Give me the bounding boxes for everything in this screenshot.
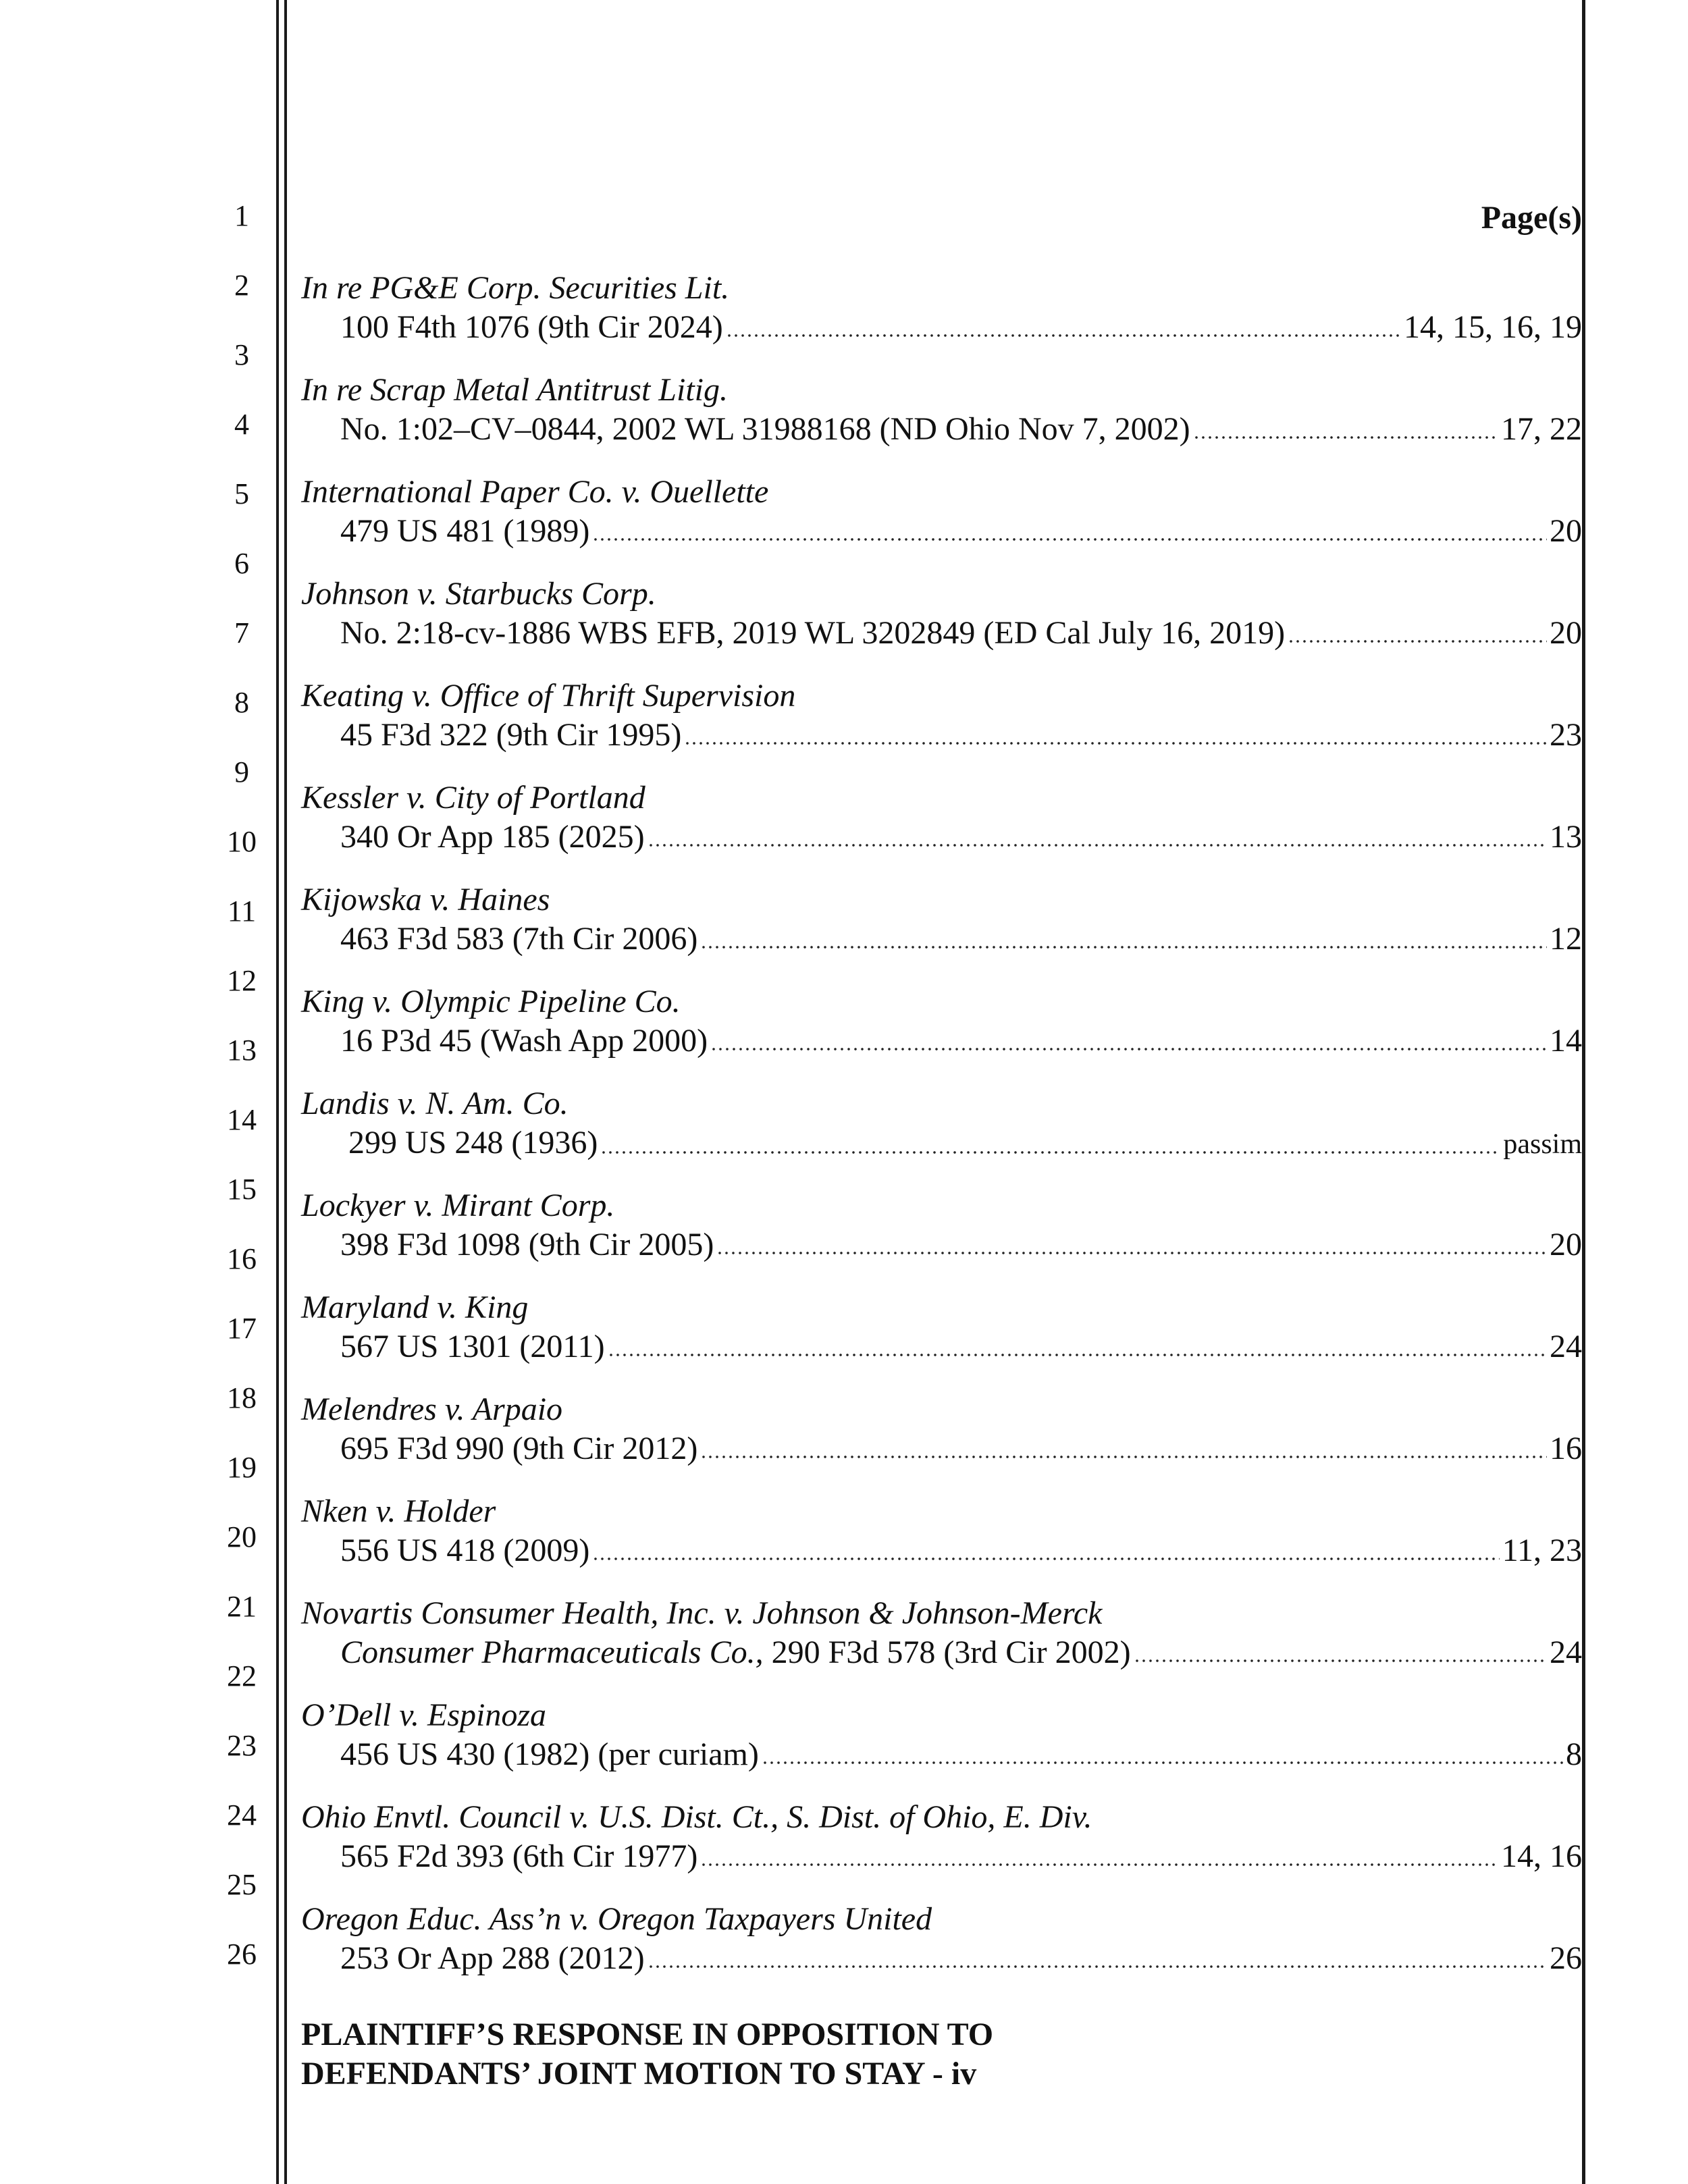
line-number: 4 — [234, 408, 249, 441]
citation: 479 US 481 (1989) — [340, 513, 590, 549]
page-references: 20 — [1550, 513, 1582, 549]
authority-entry — [301, 1492, 1582, 1570]
line-number: 2 — [234, 269, 249, 302]
authority-entry — [301, 982, 1582, 1061]
authority-entry — [301, 1390, 1582, 1468]
page-references: 14, 15, 16, 19 — [1404, 309, 1582, 345]
authority-entry — [301, 1798, 1582, 1876]
authority-entry — [301, 575, 1582, 653]
authority-entry — [301, 1288, 1582, 1366]
citation-row — [301, 716, 1582, 755]
citation-row — [301, 1735, 1582, 1774]
citation — [340, 1633, 1131, 1672]
line-number: 12 — [227, 964, 257, 997]
citation: 695 F3d 990 (9th Cir 2012) — [340, 1431, 698, 1466]
table-of-authorities — [301, 0, 1582, 2184]
case-name: Ohio Envtl. Council v. U.S. Dist. Ct., S. Dist. of Ohio, E. Div. — [301, 1799, 1092, 1835]
citation: 16 P3d 45 (Wash App 2000) — [340, 1023, 708, 1059]
page-references: 14 — [1550, 1023, 1582, 1059]
page-references: 24 — [1550, 1634, 1582, 1670]
citation-row — [301, 1327, 1582, 1366]
dot-leader — [592, 1555, 1499, 1562]
line-number: 21 — [227, 1590, 257, 1623]
citation-row — [301, 1123, 1582, 1164]
line-number: 14 — [227, 1103, 257, 1136]
dot-leader — [762, 1759, 1563, 1766]
citation: 567 US 1301 (2011) — [340, 1329, 605, 1364]
page-references: 20 — [1550, 615, 1582, 651]
line-number: 24 — [227, 1799, 257, 1832]
citation: 340 Or App 185 (2025) — [340, 819, 645, 855]
pages-column-header: Page(s) — [1481, 200, 1582, 236]
dot-leader — [700, 1861, 1498, 1868]
line-number: 20 — [227, 1520, 257, 1553]
dot-leader — [600, 1149, 1500, 1156]
citation-row — [301, 818, 1582, 857]
page-references: passim — [1503, 1129, 1582, 1160]
citation-row — [301, 1837, 1582, 1876]
authority-entry — [301, 676, 1582, 755]
pleading-line-numbers — [0, 0, 270, 2184]
page-references: 17, 22 — [1501, 411, 1582, 447]
citation-row — [301, 1939, 1582, 1978]
line-number: 1 — [234, 199, 249, 232]
left-margin-rule-inner — [284, 0, 287, 2184]
case-name: International Paper Co. v. Ouellette — [301, 474, 769, 510]
page-references: 12 — [1550, 921, 1582, 957]
dot-leader — [716, 1250, 1547, 1256]
dot-leader — [1193, 434, 1498, 441]
line-number: 17 — [227, 1312, 257, 1345]
case-name: Landis v. N. Am. Co. — [301, 1086, 569, 1121]
citation: No. 1:02–CV–0844, 2002 WL 31988168 (ND Ohio Nov 7, 2002) — [340, 411, 1190, 447]
citation-row — [301, 1531, 1582, 1570]
authority-entry — [301, 1594, 1582, 1672]
case-name: In re Scrap Metal Antitrust Litig. — [301, 372, 728, 408]
case-name: Melendres v. Arpaio — [301, 1391, 563, 1427]
page-references: 24 — [1550, 1329, 1582, 1364]
line-number: 11 — [227, 895, 257, 928]
dot-leader — [608, 1352, 1547, 1358]
line-number: 26 — [227, 1938, 257, 1971]
case-name: Maryland v. King — [301, 1289, 529, 1325]
dot-leader — [648, 1963, 1547, 1970]
line-number: 16 — [227, 1242, 257, 1275]
citation-italic-part: Consumer Pharmaceuticals Co., — [340, 1634, 764, 1670]
authority-entry — [301, 473, 1582, 551]
citation-row — [301, 512, 1582, 551]
line-number: 9 — [234, 755, 249, 789]
footer-title-line-1: PLAINTIFF’S RESPONSE IN OPPOSITION TO — [301, 2017, 994, 2052]
dot-leader — [684, 740, 1547, 747]
document-footer — [301, 2015, 993, 2094]
dot-leader — [1134, 1657, 1547, 1664]
case-name: King v. Olympic Pipeline Co. — [301, 984, 681, 1019]
case-name: Keating v. Office of Thrift Supervision — [301, 678, 796, 714]
dot-leader — [726, 332, 1401, 339]
page-references: 11, 23 — [1502, 1533, 1582, 1568]
line-number: 13 — [227, 1034, 257, 1067]
line-number: 8 — [234, 686, 249, 719]
dot-leader — [648, 842, 1547, 849]
citation-row — [301, 410, 1582, 449]
case-name: Lockyer v. Mirant Corp. — [301, 1188, 615, 1223]
line-number: 18 — [227, 1381, 257, 1414]
line-number: 3 — [234, 338, 249, 371]
citation-row — [301, 1633, 1582, 1672]
case-name: Johnson v. Starbucks Corp. — [301, 576, 656, 612]
citation: 556 US 418 (2009) — [340, 1533, 590, 1568]
page-references: 14, 16 — [1501, 1838, 1582, 1874]
page-references: 23 — [1550, 717, 1582, 753]
line-number: 5 — [234, 477, 249, 510]
page-references: 13 — [1550, 819, 1582, 855]
case-name: Kijowska v. Haines — [301, 882, 550, 917]
case-name: O’Dell v. Espinoza — [301, 1697, 547, 1733]
citation: No. 2:18-cv-1886 WBS EFB, 2019 WL 3202849 (ED Cal July 16, 2019) — [340, 615, 1286, 651]
authority-entry — [301, 1084, 1582, 1164]
citation: 463 F3d 583 (7th Cir 2006) — [340, 921, 698, 957]
page-references: 20 — [1550, 1227, 1582, 1262]
case-name: Nken v. Holder — [301, 1493, 496, 1529]
page-references: 16 — [1550, 1431, 1582, 1466]
line-number: 10 — [227, 825, 257, 858]
citation-row — [301, 614, 1582, 653]
line-number: 25 — [227, 1868, 257, 1901]
case-name: Oregon Educ. Ass’n v. Oregon Taxpayers United — [301, 1901, 932, 1937]
citation: 398 F3d 1098 (9th Cir 2005) — [340, 1227, 714, 1262]
citation: 100 F4th 1076 (9th Cir 2024) — [340, 309, 723, 345]
authority-entry — [301, 371, 1582, 449]
citation: 253 Or App 288 (2012) — [340, 1940, 645, 1976]
citation: 45 F3d 322 (9th Cir 1995) — [340, 717, 682, 753]
page-references: 8 — [1566, 1736, 1582, 1772]
dot-leader — [1288, 638, 1547, 645]
authority-entry — [301, 1696, 1582, 1774]
citation-row — [301, 920, 1582, 959]
citation-row — [301, 1429, 1582, 1468]
citation-row — [301, 1225, 1582, 1264]
citation: 299 US 248 (1936) — [348, 1125, 598, 1161]
line-number: 15 — [227, 1173, 257, 1206]
dot-leader — [700, 944, 1547, 951]
citation: 456 US 430 (1982) (per curiam) — [340, 1736, 759, 1772]
line-number: 7 — [234, 616, 249, 649]
authority-entry — [301, 778, 1582, 857]
dot-leader — [710, 1046, 1547, 1053]
case-name: In re PG&E Corp. Securities Lit. — [301, 270, 730, 306]
citation-reporter: 290 F3d 578 (3rd Cir 2002) — [763, 1634, 1131, 1670]
page-references: 26 — [1550, 1940, 1582, 1976]
authority-entry — [301, 269, 1582, 347]
line-number: 22 — [227, 1659, 257, 1693]
citation-row — [301, 1021, 1582, 1061]
line-number: 6 — [234, 547, 249, 580]
line-number: 23 — [227, 1729, 257, 1762]
line-number: 19 — [227, 1451, 257, 1484]
citation-row — [301, 308, 1582, 347]
dot-leader — [592, 536, 1547, 543]
authority-entry — [301, 1900, 1582, 1978]
left-margin-rule-outer — [276, 0, 279, 2184]
authority-entry — [301, 1186, 1582, 1264]
dot-leader — [700, 1454, 1547, 1460]
citation: 565 F2d 393 (6th Cir 1977) — [340, 1838, 698, 1874]
footer-title-line-2: DEFENDANTS’ JOINT MOTION TO STAY - iv — [301, 2056, 977, 2092]
case-name: Kessler v. City of Portland — [301, 780, 645, 816]
right-margin-rule — [1582, 0, 1585, 2184]
authority-entry — [301, 880, 1582, 959]
case-name: Novartis Consumer Health, Inc. v. Johnson & Johnson-Merck — [301, 1595, 1103, 1631]
